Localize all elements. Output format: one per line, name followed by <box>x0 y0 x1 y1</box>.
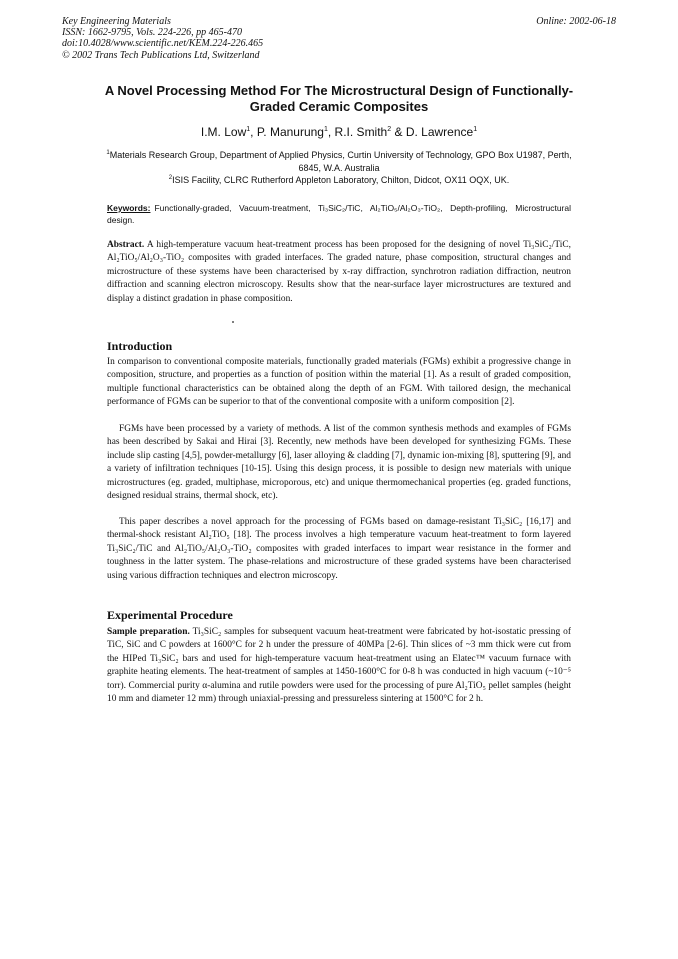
affiliation-text: Materials Research Group, Department of Applied Physics, Curtin University of Technology, GPO Box U1987, Perth, 6845, W.A. Australia <box>109 150 572 173</box>
journal-header <box>62 16 382 61</box>
introduction-heading: Introduction <box>107 339 173 353</box>
author-name: , P. Manurung <box>250 125 324 139</box>
keywords-label: Keywords: <box>107 203 151 213</box>
doi-line: doi:10.4028/www.scientific.net/KEM.224-226.465 <box>62 38 264 50</box>
author-affil-mark: 1 <box>246 126 251 133</box>
keywords-text: Functionally-graded, Vacuum-treatment, Ti₃SiC₂/TiC, Al₂TiO₅/Al₂O₃-TiO₂, Depth-profiling, Microstructural design. <box>107 203 571 225</box>
paper-title: A Novel Processing Method For The Microstructural Design of Functionally-Graded Ceramic Composites <box>104 83 574 114</box>
stray-mark <box>232 321 234 323</box>
intro-paragraph-3: This paper describes a novel approach for the processing of FGMs based on damage-resistant Ti₃SiC₂ [16,17] and thermal-shock resistant Al₂TiO₅ [18]. The process involves a high temperature vacuum heat-treatment to form layered Ti₃SiC₂/TiC and Al₂TiO₅/Al₂O₃-TiO₂ composites with graded interfaces to impart wear resistance in the former and toughness in the latter system. The phase-relations and microstructure of these graded systems have been characterised using various diffraction techniques and electron microscopy. <box>107 517 571 581</box>
affiliation-2 <box>100 172 578 187</box>
intro-paragraph-1: In comparison to conventional composite materials, functionally graded materials (FGMs) exhibit a progressive change in composition, structure, and properties as a function of position within the material [1]. As a result of graded composition, multiple functional characteristics can be obtained along the depth of an FGM. With tailored design, the mechanical performance of FGMs can be superior to that of the conventional composite with a uniform composition [2]. <box>107 357 571 408</box>
author-name: , R.I. Smith <box>327 125 388 139</box>
author-affil-mark: 1 <box>473 126 478 133</box>
author-list <box>60 125 618 139</box>
author-affil-mark: 2 <box>387 126 392 133</box>
abstract-label: Abstract. <box>107 240 145 250</box>
affiliation-mark: 2 <box>168 175 173 181</box>
author-name: I.M. Low <box>200 125 247 139</box>
abstract-text: A high-temperature vacuum heat-treatment process has been proposed for the designing of novel Ti₃SiC₂/TiC, Al₂TiO₅/Al₂O₃-TiO₂ composites with graded interfaces. The graded nature, phase composition, structural changes and microstructure of these systems have been characterised by x-ray diffraction, synchrotron radiation diffraction, neutron diffraction and scanning electron microscopy. Results show that the near-surface layer microstructures are textured and display a distinct gradation in phase composition. <box>107 240 571 304</box>
journal-name: Key Engineering Materials <box>62 16 171 27</box>
abstract <box>107 239 571 306</box>
intro-paragraph-2: FGMs have been processed by a variety of methods. A list of the common synthesis methods and examples of FGMs has been described by Sakai and Hirai [3]. Recently, new methods have been developed for synthesizing FGMs. These include slip casting [4,5], powder-metallurgy [6], laser alloying & cladding [7], dynamic ion-mixing [8], sputtering [9], and a variety of infiltration techniques [10-15]. Using this design process, it is possible to design new materials with unique microstructures (eg. graded, multiphase, microporous, etc) and unique thermomechanical properties (eg. graded functions, designed residual strains, thermal shock, etc). <box>107 424 571 502</box>
online-date: Online: 2002-06-18 <box>536 16 616 27</box>
affiliation-mark: 1 <box>106 150 110 156</box>
sample-preparation-label: Sample preparation. <box>107 627 190 637</box>
keywords <box>107 202 571 226</box>
issn-line: ISSN: 1662-9795, Vols. 224-226, pp 465-470 <box>62 27 242 39</box>
copyright-line: © 2002 Trans Tech Publications Ltd, Switzerland <box>62 49 260 61</box>
experimental-heading: Experimental Procedure <box>107 608 233 622</box>
sample-preparation-text: Ti₃SiC₂ samples for subsequent vacuum heat-treatment were fabricated by hot-isostatic pressing of TiC, SiC and C powders at 1600°C for 2 h under the pressure of 40MPa [2-6]. Thin slices of ~3 mm thick were cut from the HIPed Ti₃SiC₂ bars and used for high-temperature vacuum heat-treatment using an Elatec™ vacuum furnace with graphite heating elements. The heat-treatment of samples at 1450-1600°C for 0-8 h was conducted in high vacuum (~10⁻⁵ torr). Commercial purity α-alumina and rutile powders were used for the processing of pure Al₂TiO₅ pellet samples (height 10 mm and diameter 12 mm) through uniaxial-pressing and pressureless sintering at 1500°C for 2 h. <box>107 627 571 705</box>
author-affil-mark: 1 <box>323 126 328 133</box>
author-name: & D. Lawrence <box>391 125 474 139</box>
sample-preparation-paragraph <box>107 626 571 706</box>
affiliation-text: ISIS Facility, CLRC Rutherford Appleton Laboratory, Chilton, Didcot, OX11 OQX, UK. <box>172 175 510 185</box>
affiliation-1 <box>100 147 578 174</box>
